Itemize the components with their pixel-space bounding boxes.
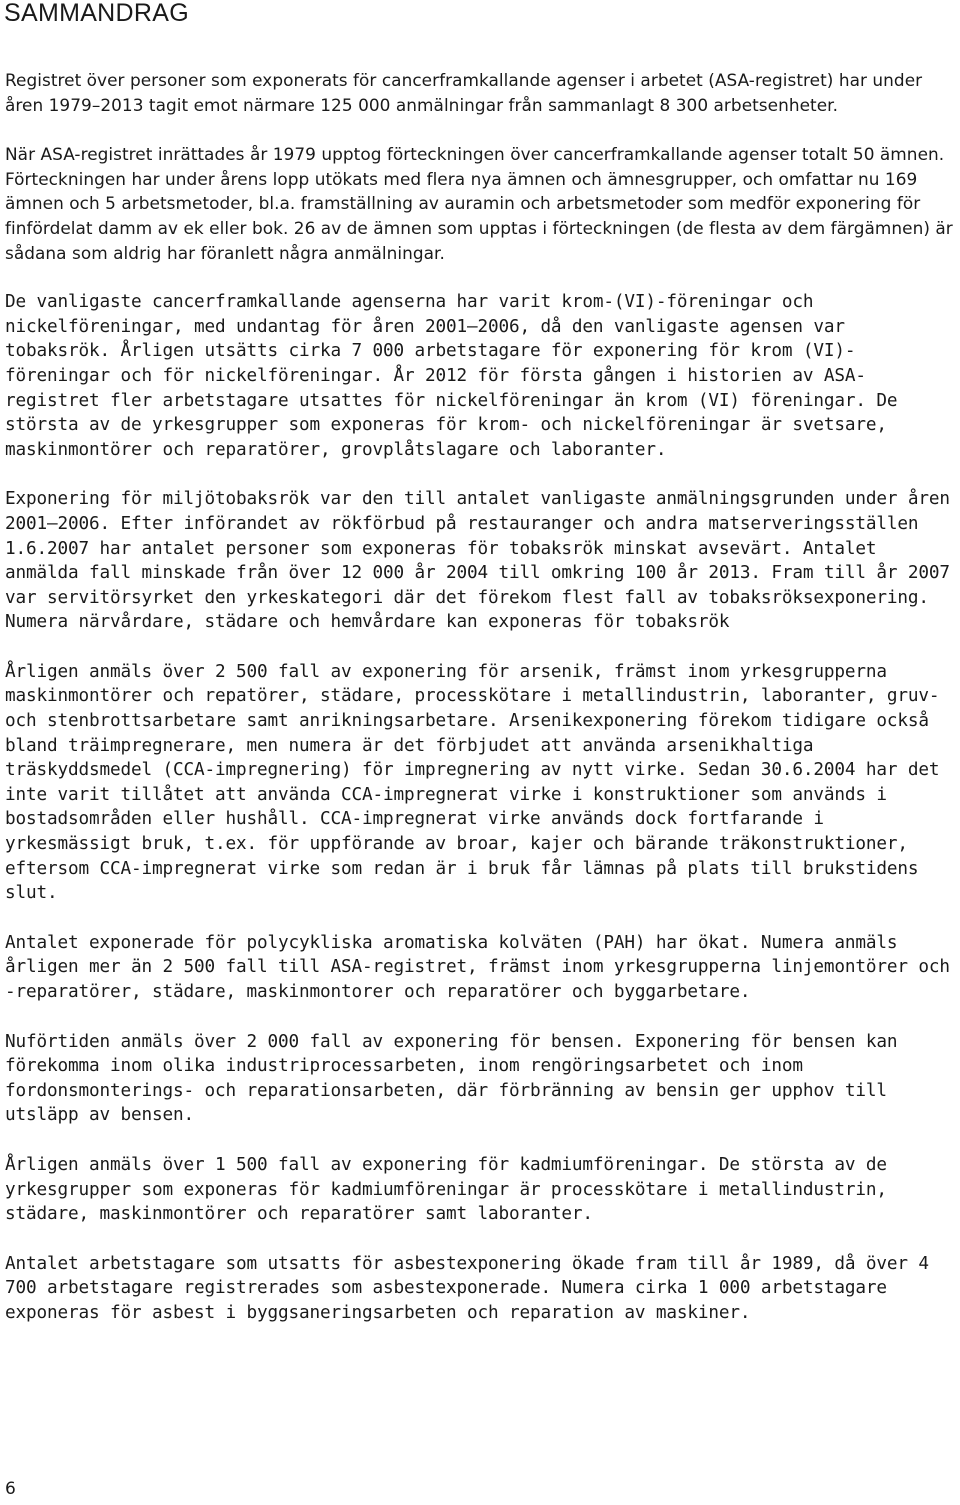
paragraph-registry-overview: Registret över personer som exponerats för cancerframkallande agenser i arbetet (ASA-registret) har under åren 1979–2013 tagit emot närmare 125 000 anmälningar från sammanlagt 8 300 arbetsenheter. <box>5 70 923 115</box>
paragraph-tobacco-smoke: Exponering för miljötobaksrök var den till antalet vanligaste anmälningsgrunden under åren 2001–2006. Efter införandet av rökförbud på restauranger och andra matserveringsställen 1.6.2007 har antalet personer som exponeras för tobaksrök minskat avsevärt. Antalet anmälda fall minskade från över 12 000 år 2004 till omkring 100 år 2013. Fram till år 2007 var servitörsyrket den yrkeskategori där det förekom flest fall av tobaksröksexponering. Numera närvårdare, städare och hemvårdare kan exponeras för tobaksrök <box>5 489 950 633</box>
paragraph-cadmium: Årligen anmäls över 1 500 fall av exponering för kadmiumföreningar. De största av de yrkesgrupper som exponeras för kadmiumföreningar är processkötare i metallindustrin, städare, maskinmontörer och reparatörer samt laboranter. <box>5 1154 887 1225</box>
paragraph-pah: Antalet exponerade för polycykliska aromatiska kolväten (PAH) har ökat. Numera anmäls årligen mer än 2 500 fall till ASA-registret, främst inom yrkesgrupperna linjemontörer och -reparatörer, städare, maskinmontorer och reparatörer och byggarbetare. <box>5 932 950 1002</box>
paragraph-asbestos: Antalet arbetstagare som utsatts för asbestexponering ökade fram till år 1989, då över 4 700 arbetstagare registrerades som asbestexponerade. Numera cirka 1 000 arbetstagare exponeras för asbest i byggsaneringsarbeten och reparation av maskiner. <box>5 1253 929 1323</box>
page-heading: SAMMANDRAG <box>4 0 189 27</box>
page-number: 6 <box>5 1479 16 1499</box>
paragraph-benzene: Nuförtiden anmäls över 2 000 fall av exponering för bensen. Exponering för bensen kan förekomma inom olika industriprocessarbeten, inom rengöringsarbetet och inom fordonsmonterings- och reparationsarbeten, där förbränning av bensin ger upphov till utsläpp av bensen. <box>5 1031 898 1126</box>
paragraph-arsenic: Årligen anmäls över 2 500 fall av exponering för arsenik, främst inom yrkesgrupperna maskinmontörer och repatörer, städare, processkötare i metallindustrin, laboranter, gruv- och stenbrottsarbetare samt anrikningsarbetare. Arsenikexponering förekom tidigare också bland träimpregnerare, men numera är det förbjudet att använda arsenikhaltiga träskyddsmedel (CCA-impregnering) för impregnering av nytt virke. Sedan 30.6.2004 har det inte varit tillåtet att använda CCA-impregnerat virke i konstruktioner som används i bostadsområden eller hushåll. CCA-impregnerat virke används dock fortfarande i yrkesmässigt bruk, t.ex. för uppförande av broar, kajer och bärande träkonstruktioner, eftersom CCA-impregnerat virke som redan är i bruk får lämnas på plats till brukstidens slut. <box>5 661 940 904</box>
summary-body <box>5 68 960 1326</box>
paragraph-agent-list: När ASA-registret inrättades år 1979 upptog förteckningen över cancerframkallande agenser totalt 50 ämnen. Förteckningen har under årens lopp utökats med flera nya ämnen och ämnesgrupper, och omfattar nu 169 ämnen och 5 arbetsmetoder, bl.a. framställning av auramin och arbetsmetoder som medför exponering för finfördelat damm av ek eller bok. 26 av de ämnen som upptas i förteckningen (de flesta av dem färgämnen) är sådana som aldrig har föranlett några anmälningar. <box>5 144 953 263</box>
paragraph-chromium-nickel: De vanligaste cancerframkallande agenserna har varit krom-(VI)-föreningar och nickelföreningar, med undantag för åren 2001–2006, då den vanligaste agensen var tobaksrök. Årligen utsätts cirka 7 000 arbetstagare för exponering för krom (VI)-föreningar och för nickelföreningar. År 2012 för första gången i historien av ASA-registret fler arbetstagare utsattes för nickelföreningar än krom (VI) föreningar. De största av de yrkesgrupper som exponeras för krom- och nickelföreningar är svetsare, maskinmontörer och reparatörer, grovplåtslagare och laboranter. <box>5 292 898 460</box>
